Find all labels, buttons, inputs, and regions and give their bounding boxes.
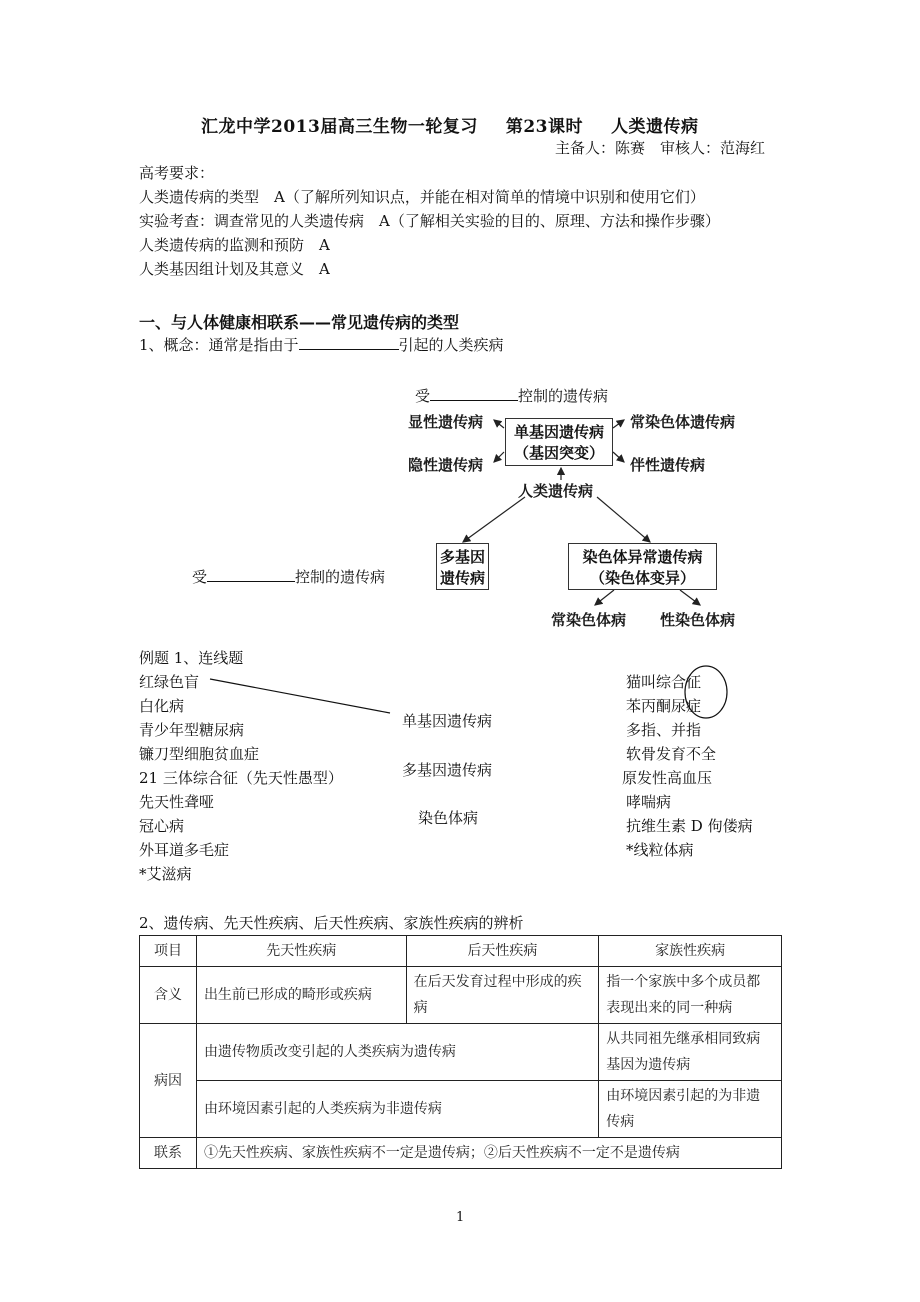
fill-in-blank[interactable]	[430, 384, 518, 401]
label-suffix: 控制的遗传病	[518, 387, 609, 405]
arrow-to-recessive	[494, 452, 504, 462]
single-gene-box	[505, 418, 613, 466]
row-label: 病因	[140, 1024, 197, 1138]
label-prefix: 受	[192, 568, 208, 586]
arrow-to-sex-chrom	[680, 590, 700, 605]
example1-heading: 例题 1、连线题	[139, 649, 244, 667]
right-item: 猫叫综合征	[626, 673, 702, 691]
comparison-table	[139, 935, 782, 1169]
requirement-item: 人类基因组计划及其意义 A	[139, 260, 330, 278]
row-label: 含义	[140, 967, 197, 1024]
table-cell: 从共同祖先继承相同致病基因为遗传病	[599, 1024, 782, 1081]
header-cell: 先天性疾病	[196, 936, 406, 967]
title-topic: 人类遗传病	[611, 117, 699, 137]
left-item: 21 三体综合征（先天性愚型）	[139, 769, 343, 787]
left-item: 外耳道多毛症	[139, 841, 230, 859]
requirements-heading: 高考要求：	[139, 164, 215, 182]
concept-suffix: 引起的人类疾病	[398, 336, 504, 354]
left-item: 冠心病	[139, 817, 185, 835]
autosomal-label: 常染色体遗传病	[630, 413, 736, 431]
box-line: 染色体异常遗传病	[582, 548, 703, 566]
table-row-meaning	[140, 967, 782, 1024]
center-label: 人类遗传病	[518, 482, 594, 500]
sex-linked-label: 伴性遗传病	[630, 456, 706, 474]
concept-prefix: 1、概念：通常是指由于	[139, 336, 299, 354]
box-line: 遗传病	[439, 569, 485, 587]
section2-heading: 2、遗传病、先天性疾病、后天性疾病、家族性疾病的辨析	[139, 914, 524, 932]
arrow-to-autosomal-chrom	[595, 590, 614, 605]
table-cell: 由环境因素引起的为非遗传病	[599, 1081, 782, 1138]
middle-item: 多基因遗传病	[402, 761, 493, 779]
left-item: 青少年型糖尿病	[139, 721, 245, 739]
autosomal-chrom-label: 常染色体病	[551, 611, 627, 629]
dominant-label: 显性遗传病	[408, 413, 484, 431]
left-item: *艾滋病	[139, 865, 192, 883]
requirement-item: 人类遗传病的类型 A（了解所列知识点，并能在相对简单的情境中识别和使用它们）	[139, 188, 705, 206]
right-item: 原发性高血压	[622, 769, 713, 787]
right-item: 软骨发育不全	[626, 745, 717, 763]
right-item: 苯丙酮尿症	[626, 697, 702, 715]
middle-item: 单基因遗传病	[402, 712, 493, 730]
left-item: 先天性聋哑	[139, 793, 215, 811]
box-line: （染色体变异）	[589, 569, 695, 587]
title-lesson: 第23课时	[505, 117, 583, 137]
box-line: 多基因	[439, 548, 485, 566]
label-prefix: 受	[415, 387, 431, 405]
table-row-cause-1	[140, 1024, 782, 1081]
box-line: （基因突变）	[513, 444, 604, 462]
fill-in-blank[interactable]	[207, 565, 295, 582]
requirement-item: 实验考查：调查常见的人类遗传病 A（了解相关实验的目的、原理、方法和操作步骤）	[139, 212, 720, 230]
table-row-cause-2	[140, 1081, 782, 1138]
title-school: 汇龙中学2013届高三生物一轮复习	[201, 117, 478, 137]
table-cell: 由遗传物质改变引起的人类疾病为遗传病	[196, 1024, 598, 1081]
label-suffix: 控制的遗传病	[295, 568, 386, 586]
page-number: 1	[456, 1210, 465, 1225]
table-header-row	[140, 936, 782, 967]
match-line	[210, 679, 390, 713]
table-cell: 由环境因素引起的人类疾病为非遗传病	[196, 1081, 598, 1138]
arrow-to-dominant	[494, 420, 504, 428]
arrow-to-autosomal	[613, 420, 624, 428]
right-item: 哮喘病	[626, 793, 672, 811]
table-cell: 出生前已形成的畸形或疾病	[196, 967, 406, 1024]
polygenic-box	[436, 543, 489, 590]
left-item: 红绿色盲	[139, 673, 200, 691]
right-item: 抗维生素 D 佝偻病	[626, 817, 753, 835]
box-line: 单基因遗传病	[513, 423, 604, 441]
header-cell: 项目	[140, 936, 197, 967]
recessive-label: 隐性遗传病	[408, 456, 484, 474]
row-label: 联系	[140, 1138, 197, 1169]
arrow-to-polygenic	[463, 497, 525, 542]
arrow-to-chromosomal	[597, 497, 650, 542]
table-cell: ①先天性疾病、家族性疾病不一定是遗传病；②后天性疾病不一定不是遗传病	[196, 1138, 781, 1169]
authors-line: 主备人：陈赛 审核人：范海红	[555, 139, 766, 157]
arrow-to-sex-linked	[613, 452, 624, 462]
table-cell: 在后天发育过程中形成的疾病	[406, 967, 599, 1024]
section1-heading: 一、与人体健康相联系——常见遗传病的类型	[139, 313, 460, 332]
diagram-left-label	[192, 565, 385, 589]
header-cell: 后天性疾病	[406, 936, 599, 967]
right-item: 多指、并指	[626, 721, 702, 739]
header-cell: 家族性疾病	[599, 936, 782, 967]
table-row-relation	[140, 1138, 782, 1169]
table-cell: 指一个家族中多个成员都表现出来的同一种病	[599, 967, 782, 1024]
chromosomal-box	[568, 543, 717, 590]
sex-chrom-label: 性染色体病	[660, 611, 736, 629]
right-item: *线粒体病	[626, 841, 694, 859]
left-item: 白化病	[139, 697, 185, 715]
diagram-top-label	[415, 384, 608, 408]
requirement-item: 人类遗传病的监测和预防 A	[139, 236, 330, 254]
left-item: 镰刀型细胞贫血症	[139, 745, 260, 763]
middle-item: 染色体病	[418, 809, 479, 827]
